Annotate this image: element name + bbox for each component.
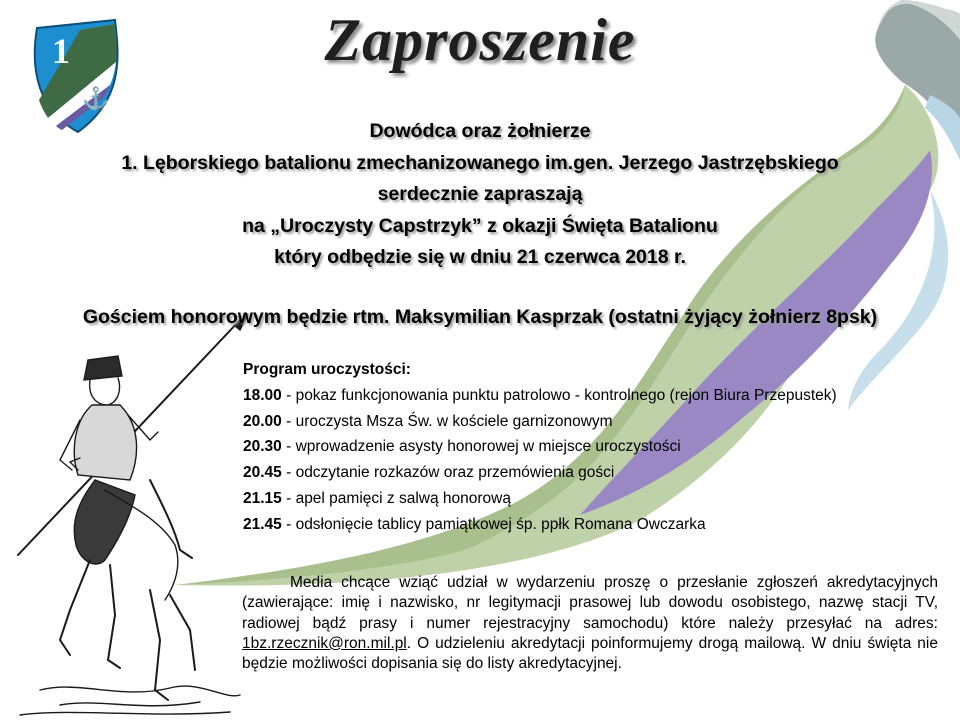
- program-item: [243, 409, 943, 435]
- media-text: Media chcące wziąć udział w wydarzeniu proszę o przesłanie zgłoszeń akredytacyjnych (zawierające: imię i nazwisko, nr legitymacji prasowej lub dowodu osobistego, nazwę stacji TV, radiowej bądź prasy i numer rejestracyjny samochodu) które należy przesyłać na adres:: [242, 574, 938, 632]
- program-heading: Program uroczystości:: [243, 361, 411, 378]
- program-time: 18.00: [243, 386, 282, 404]
- honorary-guest-line: Gościem honorowym będzie rtm. Maksymilian Kasprzak (ostatni żyjący żołnierz 8psk): [82, 306, 878, 328]
- program-item: [243, 512, 943, 538]
- media-paragraph: [242, 573, 938, 674]
- intro-line: który odbędzie się w dniu 21 czerwca 2018 r.: [274, 246, 686, 268]
- program-list: [243, 357, 943, 538]
- program-text: - odczytanie rozkazów oraz przemówienia gości: [281, 464, 615, 482]
- intro-line: na „Uroczysty Capstrzyk” z okazji Święta Batalionu: [242, 214, 718, 237]
- contact-email-link[interactable]: 1bz.rzecznik@ron.mil.pl: [242, 634, 407, 652]
- intro-line: 1. Lęborskiego batalionu zmechanizowanego im.gen. Jerzego Jastrzębskiego: [121, 151, 839, 174]
- program-item: [243, 486, 943, 512]
- program-text: - apel pamięci z salwą honorową: [281, 489, 511, 507]
- program-item: [243, 434, 943, 460]
- program-text: - pokaz funkcjonowania punktu patrolowo - kontrolnego (rejon Biura Przepustek): [281, 386, 837, 404]
- program-time: 21.45: [243, 515, 282, 533]
- emblem-number: 1: [52, 31, 70, 71]
- program-text: - uroczysta Msza Św. w kościele garnizonowym: [281, 412, 613, 430]
- page-title: Zaproszenie: [324, 7, 636, 73]
- program-time: 20.00: [243, 412, 282, 430]
- program-text: - odsłonięcie tablicy pamiątkowej śp. ppłk Romana Owczarka: [281, 515, 706, 533]
- program-time: 21.15: [243, 489, 282, 507]
- program-text: - wprowadzenie asysty honorowej w miejsce uroczystości: [281, 438, 681, 456]
- invitation-intro: [0, 116, 960, 274]
- intro-line: Dowódca oraz żołnierze: [369, 120, 591, 142]
- media-accreditation-note: [242, 573, 938, 674]
- program-item: [243, 383, 943, 409]
- program-time: 20.45: [243, 464, 282, 482]
- program-time: 20.30: [243, 438, 282, 456]
- anchor-icon: ⚓: [82, 86, 110, 111]
- intro-line: serdecznie zapraszają: [377, 183, 583, 205]
- program-item: [243, 460, 943, 486]
- media-text: . O udzieleniu akredytacji poinformujemy drogą mailową. W dniu święta nie będzie możliwości dopisania się do listy akredytacyjnej.: [242, 634, 938, 673]
- cavalry-lancer-illustration: [18, 314, 248, 715]
